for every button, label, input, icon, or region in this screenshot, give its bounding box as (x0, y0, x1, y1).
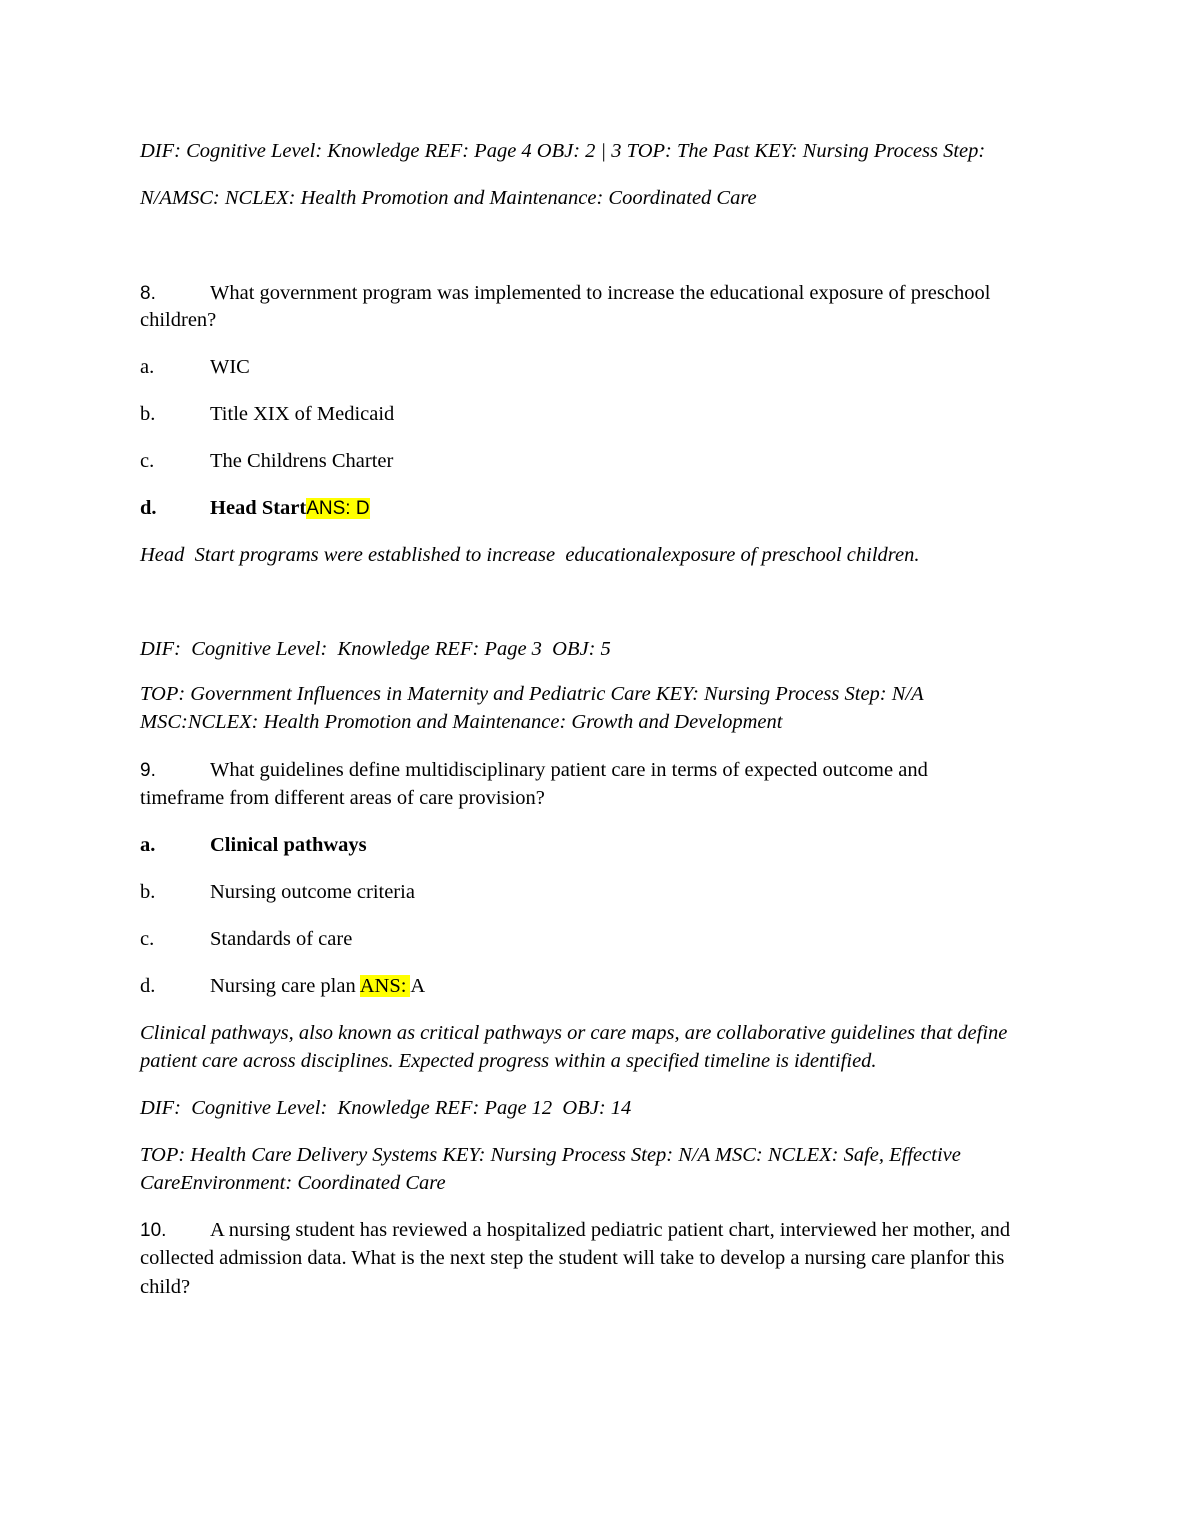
option-text: Nursing outcome criteria (210, 881, 415, 903)
option-text: Head Start (210, 497, 307, 519)
option-letter: a. (140, 834, 156, 856)
q8-question (140, 279, 990, 308)
option-text: Clinical pathways (210, 834, 367, 856)
option-text: Standards of care (210, 928, 353, 950)
option-text: Title XIX of Medicaid (210, 403, 395, 425)
option-letter: a. (140, 356, 155, 378)
q8-top-line2: MSC:NCLEX: Health Promotion and Maintenance: Growth and Development (140, 711, 783, 733)
q8-option-d (140, 494, 370, 523)
option-letter: d. (140, 975, 156, 997)
q9-top-line2: CareEnvironment: Coordinated Care (140, 1172, 446, 1194)
q10-text-line3: child? (140, 1276, 191, 1298)
q7-dif-line: DIF: Cognitive Level: Knowledge REF: Page 4 OBJ: 2 | 3 TOP: The Past KEY: Nursing Process Step: (140, 140, 986, 162)
q8-option-c (140, 447, 393, 475)
q8-text-line1: What government program was implemented to increase the educational exposure of preschool (210, 282, 991, 304)
q9-text-line2: timeframe from different areas of care provision? (140, 787, 545, 809)
q9-rationale-line2: patient care across disciplines. Expected progress within a specified timeline is identified. (140, 1050, 877, 1072)
q9-answer-highlight: ANS: (359, 975, 411, 997)
option-letter: b. (140, 403, 156, 425)
q10-number: 10. (140, 1220, 167, 1241)
q9-option-a (140, 831, 367, 859)
option-text: Nursing care plan (210, 975, 360, 997)
q10-text-line1: A nursing student has reviewed a hospitalized pediatric patient chart, interviewed her mother, and (210, 1219, 1011, 1241)
q9-dif-line: DIF: Cognitive Level: Knowledge REF: Page 12 OBJ: 14 (140, 1097, 632, 1119)
q9-top-line1: TOP: Health Care Delivery Systems KEY: Nursing Process Step: N/A MSC: NCLEX: Safe, Effective (140, 1144, 961, 1166)
q9-option-d (140, 972, 425, 1000)
q8-option-b (140, 400, 394, 428)
q8-option-a (140, 353, 250, 381)
option-text: The Childrens Charter (210, 450, 394, 472)
q9-option-c (140, 925, 352, 953)
option-letter: c. (140, 450, 155, 472)
q10-text-line2: collected admission data. What is the next step the student will take to develop a nursing care planfor this (140, 1247, 1005, 1269)
q8-number: 8. (140, 283, 156, 304)
q10-question (140, 1216, 1010, 1245)
q8-text-line2: children? (140, 309, 217, 331)
q8-rationale: Head Start programs were established to increase educationalexposure of preschool children. (140, 544, 920, 566)
option-text: WIC (210, 356, 250, 378)
q9-question (140, 756, 928, 785)
option-letter: d. (140, 497, 157, 519)
option-letter: c. (140, 928, 155, 950)
q8-top-line1: TOP: Government Influences in Maternity and Pediatric Care KEY: Nursing Process Step: N/A (140, 683, 924, 705)
q7-msc-line: N/AMSC: NCLEX: Health Promotion and Maintenance: Coordinated Care (140, 187, 757, 209)
option-letter: b. (140, 881, 156, 903)
q9-text-line1: What guidelines define multidisciplinary patient care in terms of expected outcome and (210, 759, 928, 781)
q9-number: 9. (140, 760, 156, 781)
q8-answer: ANS: D (306, 498, 370, 519)
q8-dif-line: DIF: Cognitive Level: Knowledge REF: Page 3 OBJ: 5 (140, 638, 611, 660)
q9-rationale-line1: Clinical pathways, also known as critical pathways or care maps, are collaborative guidelines that define (140, 1022, 1008, 1044)
q9-answer-letter: A (410, 975, 426, 997)
q9-option-b (140, 878, 415, 906)
